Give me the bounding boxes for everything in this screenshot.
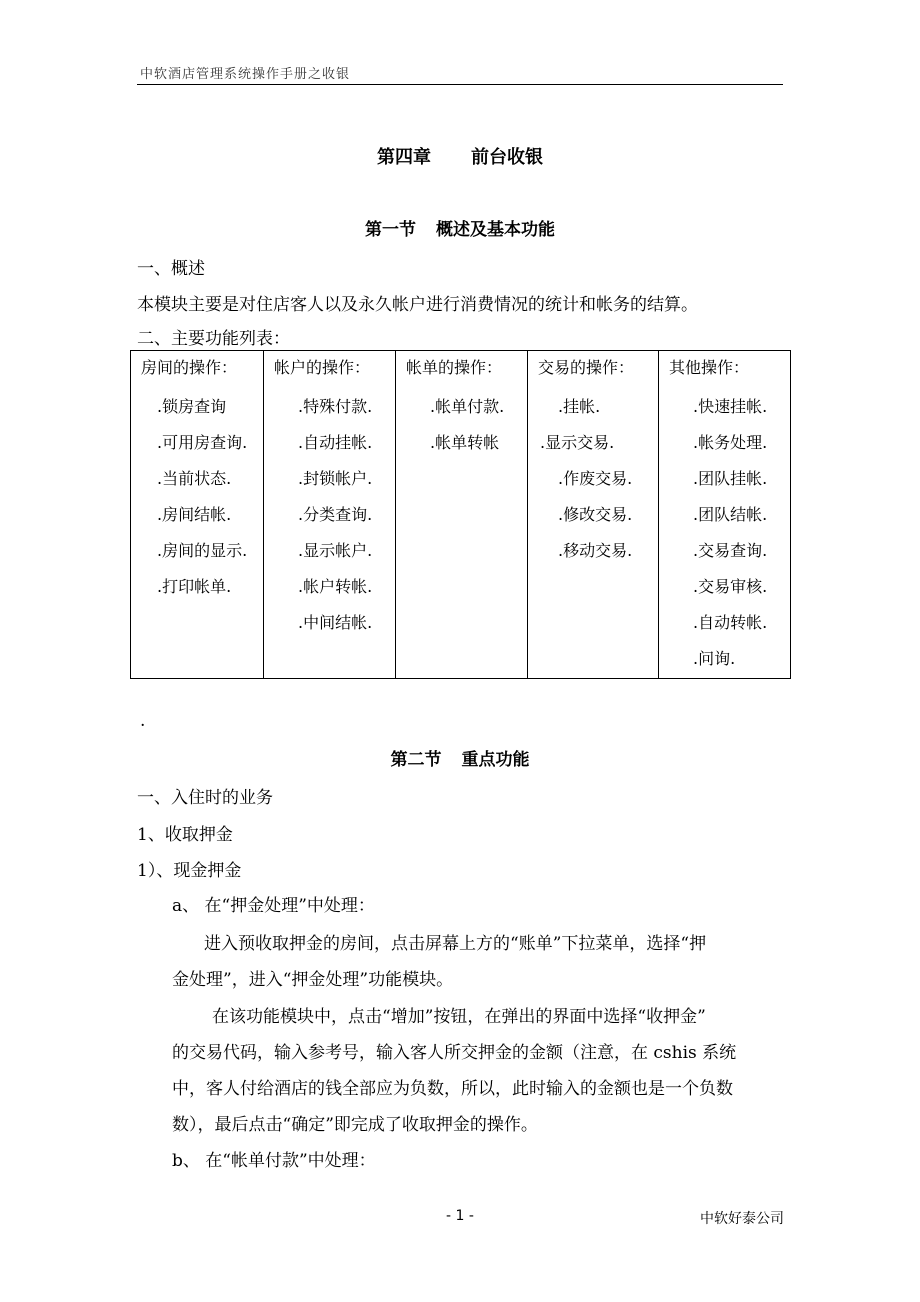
list-item: .作废交易. (558, 469, 633, 488)
column-account-ops (264, 351, 396, 679)
column-header: 其他操作： (669, 358, 750, 377)
list-item: .帐户转帐. (298, 577, 373, 596)
header-rule (137, 84, 783, 85)
list-item: .锁房查询 (157, 397, 227, 416)
chapter-title (0, 143, 920, 169)
section1-name: 概述及基本功能 (436, 220, 555, 240)
list-item: .打印帐单. (157, 577, 232, 596)
item-b: b、 在“帐单付款”中处理： (172, 1151, 376, 1171)
list-item: .分类查询. (298, 505, 373, 524)
list-item: .团队挂帐. (693, 469, 768, 488)
column-header: 帐户的操作： (274, 358, 371, 377)
paragraph-line: 中，客人付给酒店的钱全部应为负数，所以，此时输入的金额也是一个负数 (172, 1079, 733, 1099)
column-transaction-ops (528, 351, 659, 679)
column-other-ops (659, 351, 791, 679)
list-item: .团队结帐. (693, 505, 768, 524)
list-item: .可用房查询. (157, 433, 248, 452)
list-item: .中间结帐. (298, 613, 373, 632)
column-header: 房间的操作： (141, 358, 238, 377)
page-number: - 1 - (446, 1208, 474, 1224)
list-item: .自动挂帐. (298, 433, 373, 452)
section2-number: 第二节 (390, 750, 442, 770)
section2-title (0, 745, 920, 770)
heading-checkin-business: 一、入住时的业务 (137, 788, 273, 808)
item-a: a、 在“押金处理”中处理： (172, 896, 375, 916)
list-item: .当前状态. (157, 469, 232, 488)
section2-name: 重点功能 (461, 750, 530, 770)
section1-title (0, 215, 920, 240)
running-header: 中软酒店管理系统操作手册之收银 (140, 67, 351, 82)
stray-dot: . (140, 711, 146, 731)
function-table (130, 350, 791, 679)
heading-collect-deposit: 1、收取押金 (137, 825, 233, 845)
list-item: .显示交易. (540, 433, 615, 452)
list-item: .交易审核. (693, 577, 768, 596)
chapter-name: 前台收银 (471, 147, 543, 168)
list-item: .修改交易. (558, 505, 633, 524)
list-item: .房间结帐. (157, 505, 232, 524)
list-item: .帐务处理. (693, 433, 768, 452)
function-list-heading: 二、主要功能列表： (137, 329, 290, 349)
list-item: .快速挂帐. (693, 397, 768, 416)
list-item: .显示帐户. (298, 541, 373, 560)
list-item: .帐单转帐 (430, 433, 500, 452)
list-item: .特殊付款. (298, 397, 373, 416)
column-bill-ops (396, 351, 528, 679)
list-item: .帐单付款. (430, 397, 505, 416)
paragraph-line: 数），最后点击“确定”即完成了收取押金的操作。 (172, 1115, 538, 1135)
paragraph-line: 的交易代码，输入参考号，输入客人所交押金的金额（注意，在 cshis 系统 (172, 1043, 737, 1063)
list-item: .封锁帐户. (298, 469, 373, 488)
overview-heading: 一、概述 (137, 259, 205, 279)
paragraph-line: 在该功能模块中，点击“增加”按钮，在弹出的界面中选择“收押金” (212, 1007, 706, 1027)
column-header: 帐单的操作： (406, 358, 503, 377)
list-item: .移动交易. (558, 541, 633, 560)
overview-text: 本模块主要是对住店客人以及永久帐户进行消费情况的统计和帐务的结算。 (137, 295, 698, 315)
column-header: 交易的操作： (538, 358, 635, 377)
list-item: .问询. (693, 649, 736, 668)
heading-cash-deposit: 1）、现金押金 (137, 861, 242, 881)
section1-number: 第一节 (365, 220, 416, 240)
list-item: .房间的显示. (157, 541, 248, 560)
chapter-number: 第四章 (377, 147, 431, 168)
list-item: .自动转帐. (693, 613, 768, 632)
paragraph-line: 金处理”，进入“押金处理”功能模块。 (172, 970, 454, 990)
footer-company: 中软好泰公司 (700, 1211, 784, 1227)
list-item: .挂帐. (558, 397, 601, 416)
column-room-ops (131, 351, 264, 679)
list-item: .交易查询. (693, 541, 768, 560)
paragraph-line: 进入预收取押金的房间，点击屏幕上方的“账单”下拉菜单，选择“押 (204, 934, 707, 954)
